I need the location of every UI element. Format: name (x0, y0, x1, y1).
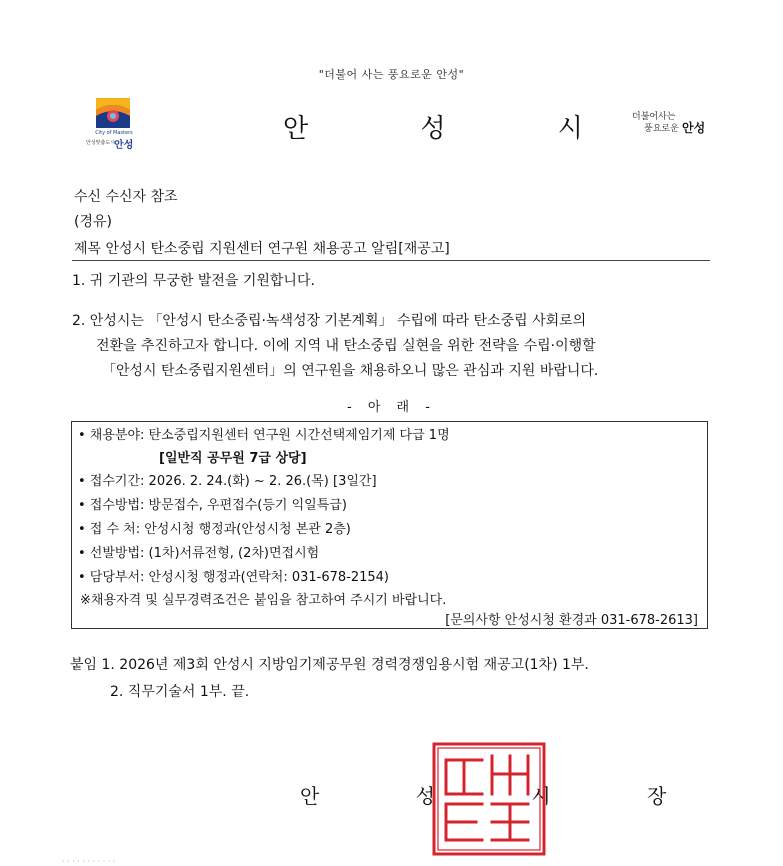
logo-english-text: City of Masters (95, 130, 133, 136)
slogan-logo-line3: 안성 (682, 121, 706, 135)
paragraph-1: 1. 귀 기관의 무궁한 발전을 기원합니다. (72, 273, 315, 289)
recipient-line: 수신 수신자 참조 (74, 189, 178, 205)
city-emblem-icon (96, 98, 130, 128)
detail-method: • 접수방법: 방문접수, 우편접수(등기 익일특급) (78, 498, 347, 513)
attachment-1: 붙임 1. 2026년 제3회 안성시 지방임기제공무원 경력경쟁임용시험 재공고(1차) 1부. (70, 657, 589, 673)
detail-field: • 채용분야: 탄소중립지원센터 연구원 시간선택제임기제 다급 1명 (78, 428, 450, 443)
detail-place: • 접 수 처: 안성시청 행정과(안성시청 본관 2층) (78, 522, 351, 537)
detail-field-sub: [일반직 공무원 7급 상당] (159, 451, 307, 466)
paragraph-2-line-1: 2. 안성시는 「안성시 탄소중립·녹색성장 기본계획」 수립에 따라 탄소중립 사회로의 (72, 313, 587, 329)
detail-period: • 접수기간: 2026. 2. 24.(화) ~ 2. 26.(목) [3일간] (78, 474, 377, 489)
paragraph-2-line-2: 전환을 추진하고자 합니다. 이에 지역 내 탄소중립 실현을 위한 전략을 수립·이행할 (96, 338, 596, 354)
slogan-logo-line2: 풍요로운 (644, 124, 679, 134)
subject-line: 제목 안성시 탄소중립 지원센터 연구원 채용공고 알림[재공고] (74, 241, 450, 257)
via-line: (경유) (74, 214, 112, 230)
logo-korean-big: 안성 (114, 140, 134, 151)
attachment-2: 2. 직무기술서 1부. 끝. (110, 684, 250, 700)
organization-title: 안 성 시 (283, 114, 635, 144)
official-seal-icon (432, 742, 546, 856)
slogan-logo-line1: 더불어사는 (632, 112, 676, 122)
subject-divider (72, 260, 710, 261)
logo-korean-small: 안성맞춤도시 (86, 140, 115, 146)
slogan-logo-right (630, 109, 712, 139)
signer-title: 안 성 시 장 (300, 784, 712, 808)
cut-off-footer-text: · · · · · · · · · · · (62, 857, 116, 866)
detail-department: • 담당부서: 안성시청 행정과(연락처: 031-678-2154) (78, 570, 390, 585)
detail-note: ※채용자격 및 실무경력조건은 붙임을 참고하여 주시기 바랍니다. (80, 593, 447, 608)
contact-info: [문의사항 안성시청 환경과 031-678-2613] (445, 613, 698, 628)
slogan: "더불어 사는 풍요로운 안성" (318, 68, 465, 81)
city-logo-left (84, 94, 144, 152)
below-heading: - 아 래 - (347, 400, 436, 415)
detail-selection: • 선발방법: (1차)서류전형, (2차)면접시험 (78, 546, 320, 561)
paragraph-2-line-3: 「안성시 탄소중립지원센터」의 연구원을 채용하오니 많은 관심과 지원 바랍니다. (102, 363, 599, 379)
